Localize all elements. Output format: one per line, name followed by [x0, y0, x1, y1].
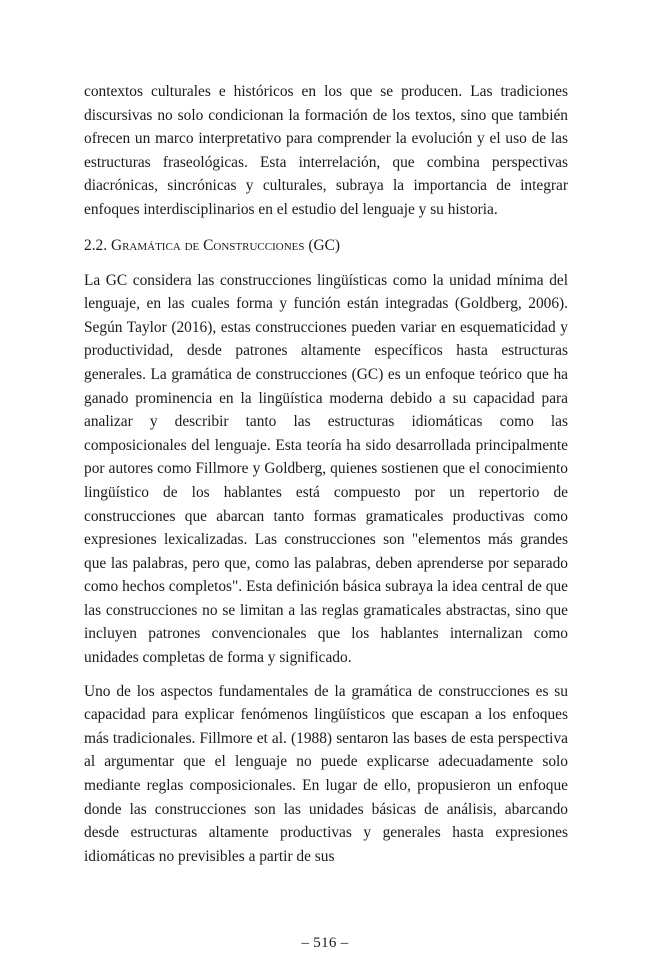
section-heading: [84, 234, 568, 258]
section-abbreviation: (GC): [308, 236, 340, 254]
section-number: 2.2.: [84, 236, 108, 254]
paragraph-gc-fundamentals: Uno de los aspectos fundamentales de la gramática de construcciones es su capacidad para explicar fenómenos lingüísticos que escapan a los enfoques más tradicionales. Fillmore et al. (1988) sentaron las bases de esta perspectiva al argumentar que el lenguaje no puede explicarse adecuadamente solo mediante reglas composicionales. En lugar de ello, propusieron un enfoque donde las construcciones son las unidades básicas de análisis, abarcando desde estructuras altamente productivas y generales hasta expresiones idiomáticas no previsibles a partir de sus: [84, 682, 568, 865]
paragraph-gc-definition: La GC considera las construcciones lingüísticas como la unidad mínima del lenguaje, en las cuales forma y función están integradas (Goldberg, 2006). Según Taylor (2016), estas construcciones pueden variar en esquematicidad y productividad, desde patrones altamente específicos hasta estructuras generales. La gramática de construcciones (GC) es un enfoque teórico que ha ganado prominencia en la lingüística moderna debido a su capacidad para analizar y describir tanto las estructuras idiomáticas como las composicionales del lenguaje. Esta teoría ha sido desarrollada principalmente por autores como Fillmore y Goldberg, quienes sostienen que el conocimiento lingüístico de los hablantes está compuesto por un repertorio de construcciones que abarcan tanto formas gramaticales productivas como expresiones lexicalizadas. Las construcciones son "elementos más grandes que las palabras, pero que, como las palabras, deben aprenderse por separado como hechos completos". Esta definición básica subraya la idea central de que las construcciones no se limitan a las reglas gramaticales abstractas, sino que incluyen patrones convencionales que los hablantes internalizan como unidades completas de forma y significado.: [84, 271, 568, 667]
page-number: – 516 –: [301, 935, 349, 951]
paragraph-intro: contextos culturales e históricos en los que se producen. Las tradiciones discursivas no solo condicionan la formación de los textos, sino que también ofrecen un marco interpretativo para comprender la evolución y el uso de las estructuras fraseológicas. Esta interrelación, que combina perspectivas diacrónicas, sincrónicas y culturales, subraya la importancia de integrar enfoques interdisciplinarios en el estudio del lenguaje y su historia.: [84, 83, 568, 218]
page-body: [84, 80, 568, 868]
section-title-word2: Construcciones: [203, 236, 305, 254]
section-title-word1: Gramática: [110, 236, 181, 254]
section-title-connector: de: [184, 236, 200, 254]
